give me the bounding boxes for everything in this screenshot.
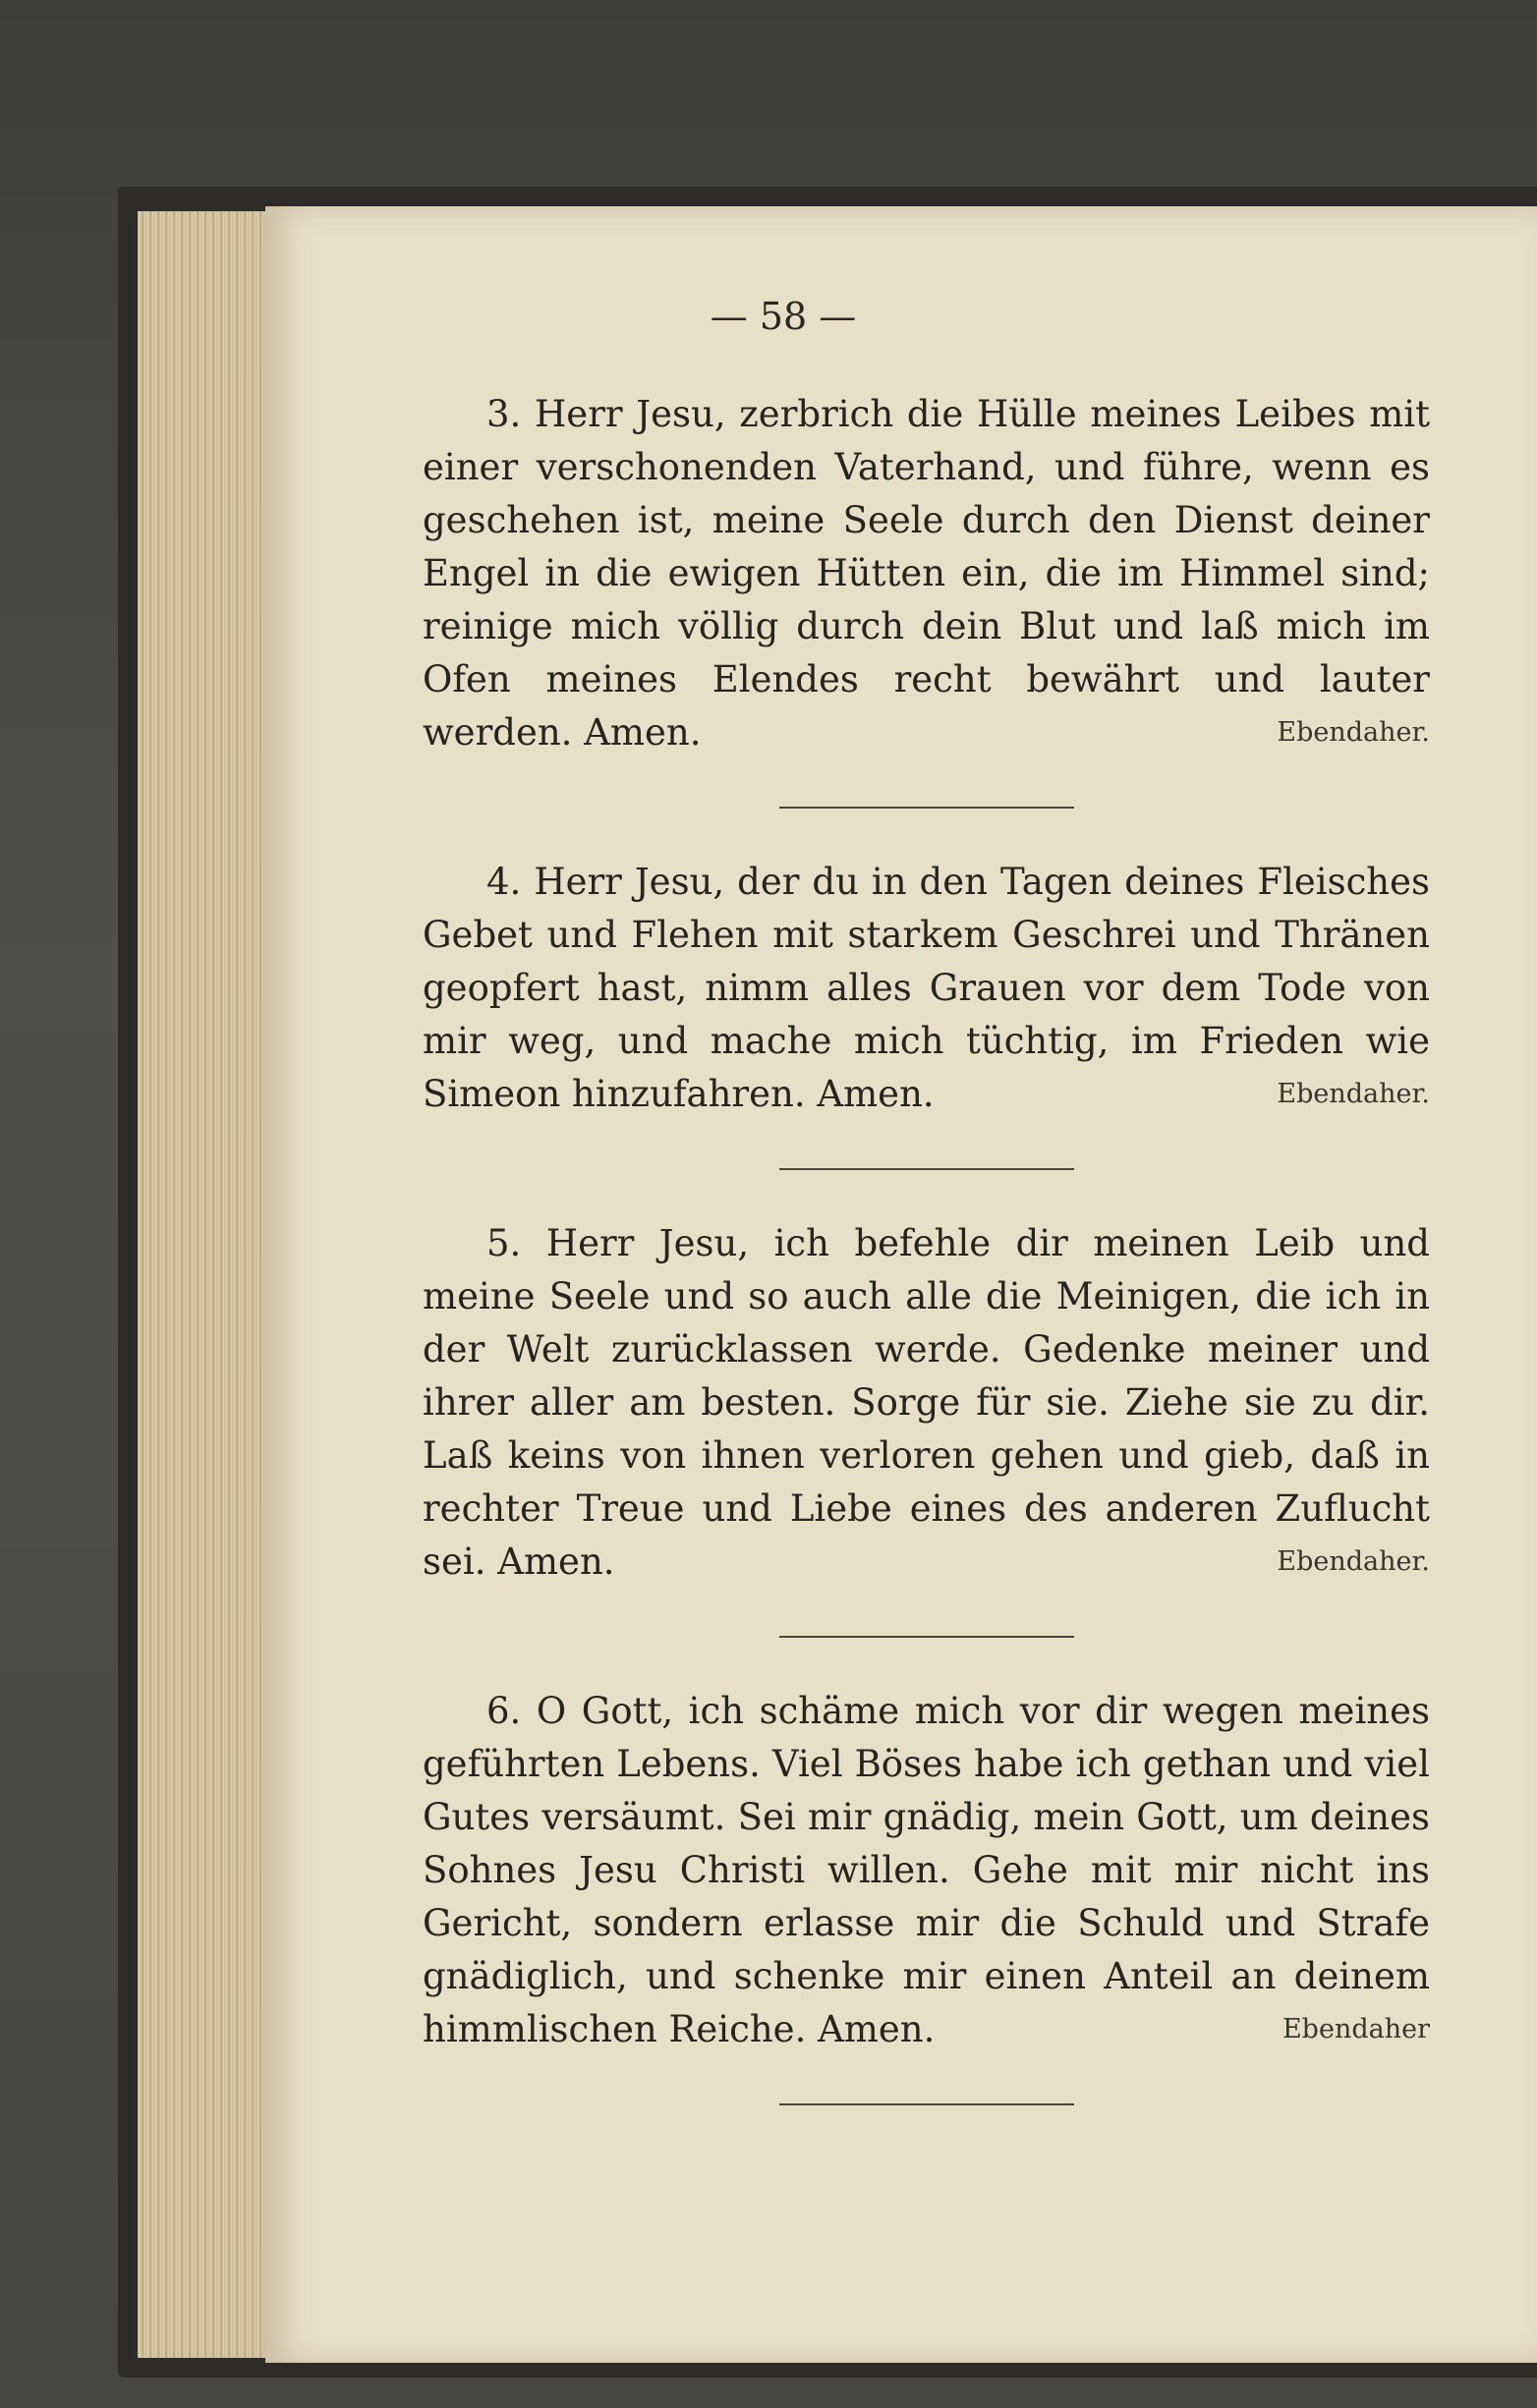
prayer-text: Herr Jesu, der du in den Tagen deines Fleisches Gebet und Flehen mit starkem Geschrei und Thränen geopfert hast, nimm alles Grauen vor dem Tode von mir weg, und mache mich tüchtig, im Frieden wie Simeon hinzufahren. Amen. xyxy=(423,861,1431,1115)
section-divider xyxy=(779,1636,1074,1638)
prayer-source: Ebendaher. xyxy=(1277,1079,1430,1109)
prayer-list xyxy=(423,388,1430,2153)
prayer-number: 3. xyxy=(486,393,522,435)
prayer-number: 6. xyxy=(486,1690,522,1732)
prayer-number: 4. xyxy=(486,861,522,903)
prayer-source: Ebendaher xyxy=(1281,2014,1430,2044)
prayer-text: Herr Jesu, ich befehle dir meinen Leib und meine Seele und so auch alle die Meinigen, die ich in der Welt zurücklassen werde. Gedenke meiner und ihrer aller am besten. Sorge für sie. Ziehe sie zu dir. Laß keins von ihnen verloren gehen und gieb, daß in rechter Treue und Liebe eines des anderen Zuflucht sei. Amen. xyxy=(423,1222,1430,1583)
page-edges xyxy=(138,211,275,2358)
section-divider xyxy=(779,2103,1074,2105)
section-divider xyxy=(779,1168,1074,1170)
prayer-number: 5. xyxy=(486,1222,522,1264)
prayer-text: O Gott, ich schäme mich vor dir wegen meines geführten Lebens. Viel Böses habe ich gethan und viel Gutes versäumt. Sei mir gnädig, mein Gott, um deines Sohnes Jesu Christi willen. Gehe mit mir nicht ins Gericht, sondern erlasse mir die Schuld und Strafe gnädiglich, und schenke mir einen Anteil an deinem himmlischen Reiche. Amen. xyxy=(423,1690,1430,2050)
prayer-4 xyxy=(423,856,1430,1121)
prayer-source: Ebendaher. xyxy=(1277,1546,1430,1577)
prayer-source: Ebendaher. xyxy=(1277,717,1430,748)
section-divider xyxy=(779,807,1074,809)
prayer-text: Herr Jesu, zerbrich die Hülle meines Leibes mit einer verschonenden Vaterhand, und führe, wenn es geschehen ist, meine Seele durch den Dienst deiner Engel in die ewigen Hütten ein, die im Himmel sind; reinige mich völlig durch dein Blut und laß mich im Ofen meines Elendes recht bewährt und lauter werden. Amen. xyxy=(423,393,1430,754)
prayer-3 xyxy=(423,388,1430,759)
prayer-6 xyxy=(423,1685,1430,2056)
prayer-5 xyxy=(423,1217,1430,1589)
page-number: — 58 — xyxy=(710,295,857,338)
